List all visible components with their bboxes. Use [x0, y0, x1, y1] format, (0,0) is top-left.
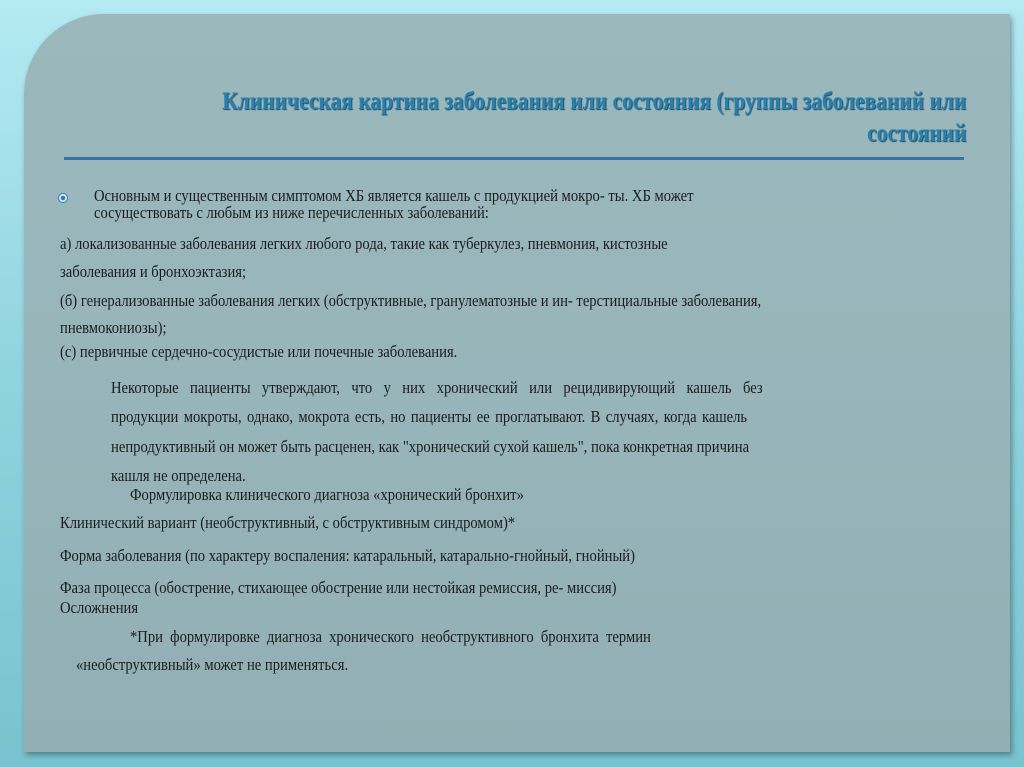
diagnosis-heading: Формулировка клинического диагноза «хронический бронхит»	[130, 485, 524, 504]
diagnosis-phase: Фаза процесса (обострение, стихающее обострение или нестойкая ремиссия, ре- миссия)	[60, 578, 617, 597]
paragraph-line3: непродуктивный он может быть расценен, как "хронический сухой кашель", пока конкретная причина	[111, 437, 750, 456]
slide-title-line2: состояний	[866, 120, 966, 147]
slide-title-line1: Клиническая картина заболевания или состояния (группы заболеваний или	[221, 88, 966, 115]
diagnosis-variant: Клинический вариант (необструктивный, с обструктивным синдромом)*	[60, 513, 516, 532]
item-a-line2: заболевания и бронхоэктазия;	[60, 262, 247, 281]
item-a-line1: а) локализованные заболевания легких любого рода, такие как туберкулез, пневмония, кистозные	[60, 234, 668, 253]
footnote-line2: «необструктивный» может не применяться.	[76, 655, 349, 674]
bullet-text-line1: Основным и существенным симптомом ХБ является кашель с продукцией мокро- ты. ХБ может	[94, 186, 694, 205]
item-b-line2: пневмокониозы);	[60, 318, 167, 337]
diagnosis-form: Форма заболевания (по характеру воспаления: катаральный, катарально-гнойный, гнойный)	[60, 546, 635, 565]
bullet-text-line2: сосуществовать с любым из ниже перечисленных заболеваний:	[94, 203, 489, 222]
item-c: (с) первичные сердечно-сосудистые или почечные заболевания.	[60, 342, 458, 361]
title-divider	[64, 157, 964, 160]
footnote-line1: *При формулировке диагноза хронического необструктивного бронхита термин	[130, 627, 651, 646]
paragraph-line2: продукции мокроты, однако, мокрота есть, но пациенты ее проглатывают. В случаях, когда кашель	[111, 407, 748, 426]
paragraph-line1: Некоторые пациенты утверждают, что у них хронический или рецидивирующий кашель без	[111, 378, 763, 397]
item-b-line1: (б) генерализованные заболевания легких (обструктивные, гранулематозные и ин- терстициальные заболевания,	[60, 291, 762, 310]
bullet-icon	[58, 193, 68, 203]
paragraph-line4: кашля не определена.	[111, 466, 246, 485]
diagnosis-complications: Осложнения	[60, 598, 139, 617]
